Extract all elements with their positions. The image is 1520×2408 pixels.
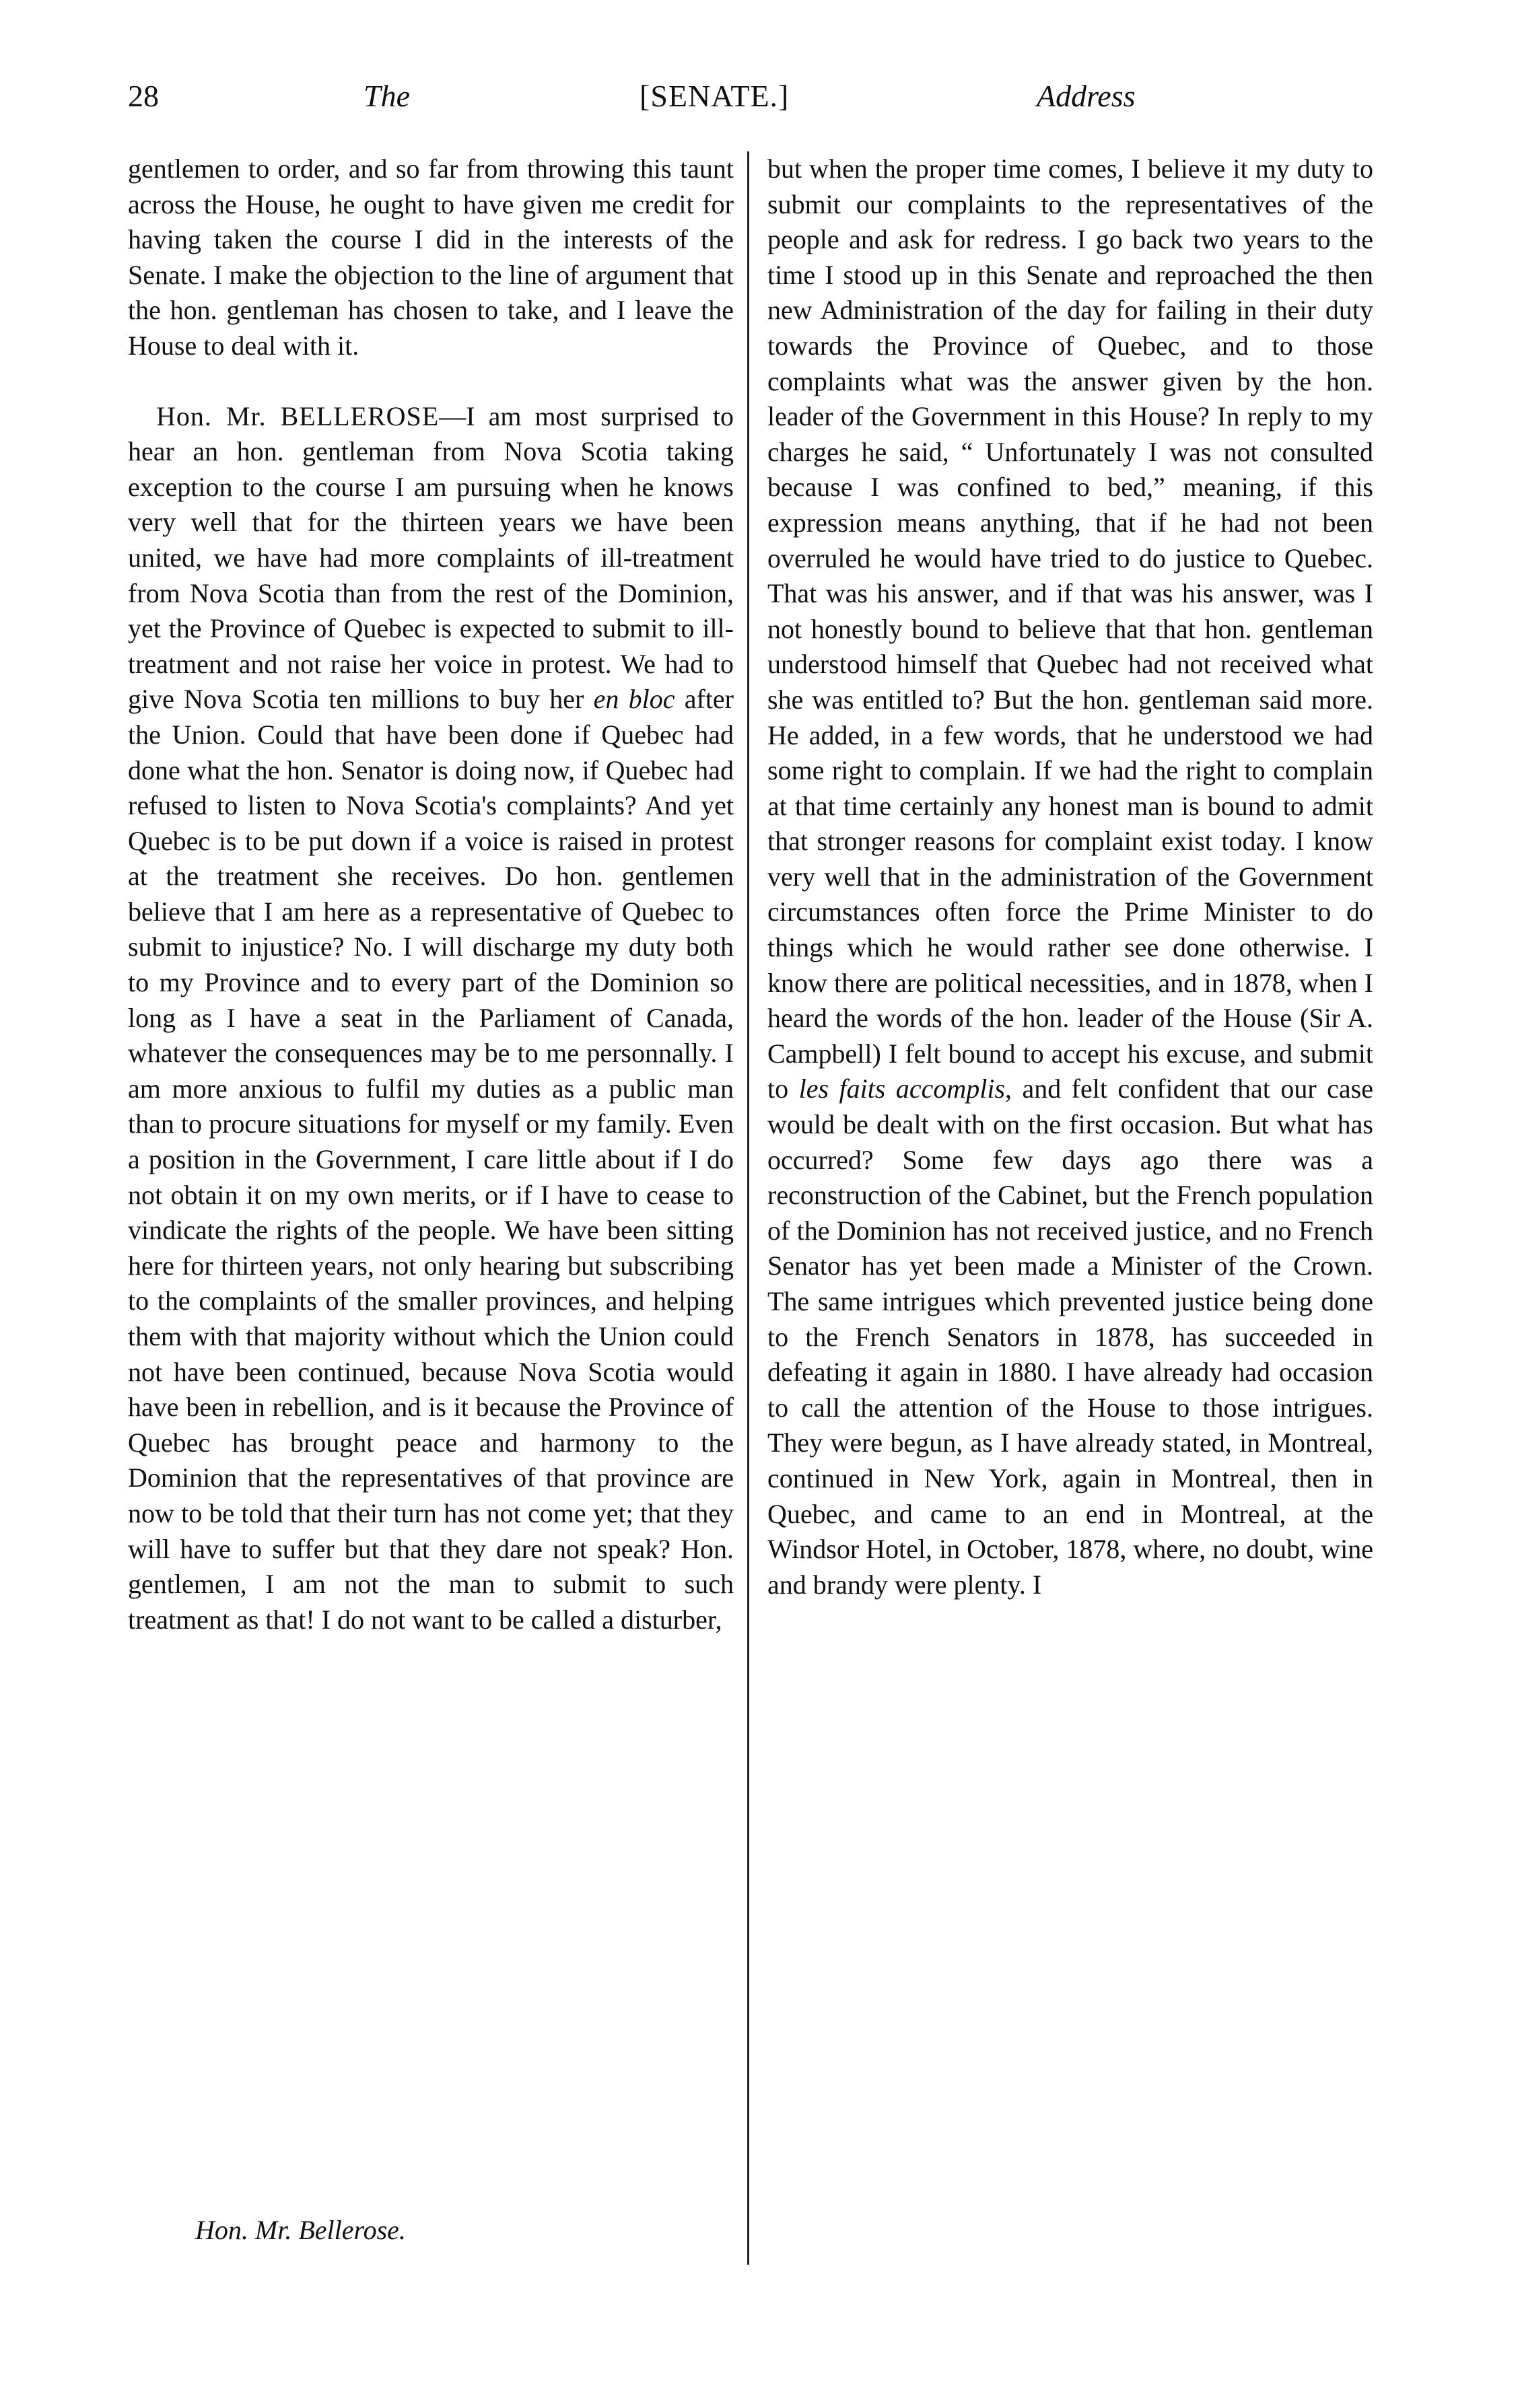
left-paragraph-2-text-cont: after the Union. Could that have been done if Quebec had done what the hon. Senator is doing now, if Quebec had refused to listen to Nova Scotia's complaints? And yet Quebec is to be put down if a voice is raised in protest at the treatment she receives. Do hon. gentlemen believe that I am here as a representative of Quebec to submit to injustice? No. I will discharge my duty both to my Province and to every part of the Dominion so long as I have a seat in the Parliament of Canada, whatever the consequences may be to me personnally. I am more anxious to fulfil my duties as a public man than to procure situations for myself or my family. Even a position in the Government, I care little about if I do not obtain it on my own merits, or if I have to cease to vindicate the rights of the people. We have been sitting here for thirteen years, not only hearing but subscribing to the complaints of the smaller provinces, and helping them with that majority without which the Union could not have been continued, because Nova Scotia would have been in rebellion, and is it because the Province of Quebec has brought peace and harmony to the Dominion that the representatives of that province are now to be told that their turn has not come yet; that they will have to suffer but that they dare not speak? Hon. gentlemen, I am not the man to submit to such treatment as that! I do not want to be called a disturber, bbox=[128, 684, 734, 1635]
page-number: 28 bbox=[128, 79, 159, 113]
text-columns bbox=[128, 151, 1400, 2325]
running-header bbox=[128, 74, 1400, 155]
header-left: The bbox=[364, 79, 410, 113]
left-paragraph-2-italic: en bloc bbox=[593, 684, 675, 715]
header-center: [SENATE.] bbox=[640, 79, 790, 113]
right-paragraph-1-text: but when the proper time comes, I believe it my duty to submit our complaints to the representatives of the people and ask for redress. I go back two years to the time I stood up in this Senate and reproached the then new Administration of the day for failing in their duty towards the Province of Quebec, and to those complaints what was the answer given by the hon. leader of the Government in this House? In reply to my charges he said, “ Unfortunately I was not consulted because I was confined to bed,” meaning, if this expression means anything, that if he had not been overruled he would have tried to do justice to Quebec. That was his answer, and if that was his answer, was I not honestly bound to believe that that hon. gentleman understood himself that Quebec had not received what she was entitled to? But the hon. gentleman said more. He added, in a few words, that he understood we had some right to complain. If we had the right to complain at that time certainly any honest man is bound to admit that stronger reasons for complaint exist today. I know very well that in the administration of the Government circumstances often force the Prime Minister to do things which he would rather see done otherwise. I know there are political necessities, and in 1878, when I heard the words of the hon. leader of the House (Sir A. Campbell) I felt bound to accept his excuse, and submit to bbox=[767, 153, 1373, 1104]
footer-signature: Hon. Mr. Bellerose. bbox=[195, 2215, 406, 2245]
speaker-name: Hon. Mr. BELLEROSE bbox=[156, 400, 440, 431]
left-paragraph-2 bbox=[128, 399, 734, 1638]
page bbox=[128, 74, 1400, 2376]
left-column bbox=[128, 151, 734, 1637]
right-paragraph-1-italic: les faits accomplis bbox=[798, 1073, 1006, 1104]
right-paragraph-1-text-cont: , and felt confident that our case would be dealt with on the first occasion. But what has occurred? Some few days ago there was a reconstruction of the Cabinet, but the French population of the Dominion has not received justice, and no French Senator has yet been made a Minister of the Crown. The same intrigues which prevented justice being done to the French Senators in 1878, has succeeded in defeating it again in 1880. I have already had occasion to call the attention of the House to those intrigues. They were begun, as I have already stated, in Montreal, continued in New York, again in Montreal, then in Quebec, and came to an end in Montreal, at the Windsor Hotel, in October, 1878, where, no doubt, wine and brandy were plenty. I bbox=[767, 1073, 1373, 1600]
right-column bbox=[767, 151, 1373, 1602]
header-right: Address bbox=[1037, 79, 1136, 113]
left-paragraph-1: gentlemen to order, and so far from throwing this taunt across the House, he ought to have given me credit for having taken the course I did in the interests of the Senate. I make the objection to the line of argument that the hon. gentleman has chosen to take, and I leave the House to deal with it. bbox=[128, 153, 734, 361]
column-divider bbox=[747, 151, 749, 2265]
left-paragraph-2-text: —I am most surprised to hear an hon. gentleman from Nova Scotia taking exception to the course I am pursuing when he knows very well that for the thirteen years we have been united, we have had more complaints of ill-treatment from Nova Scotia than from the rest of the Dominion, yet the Province of Quebec is expected to submit to ill-treatment and not raise her voice in protest. We had to give Nova Scotia ten millions to buy her bbox=[128, 400, 734, 715]
right-paragraph-1 bbox=[767, 151, 1373, 1602]
